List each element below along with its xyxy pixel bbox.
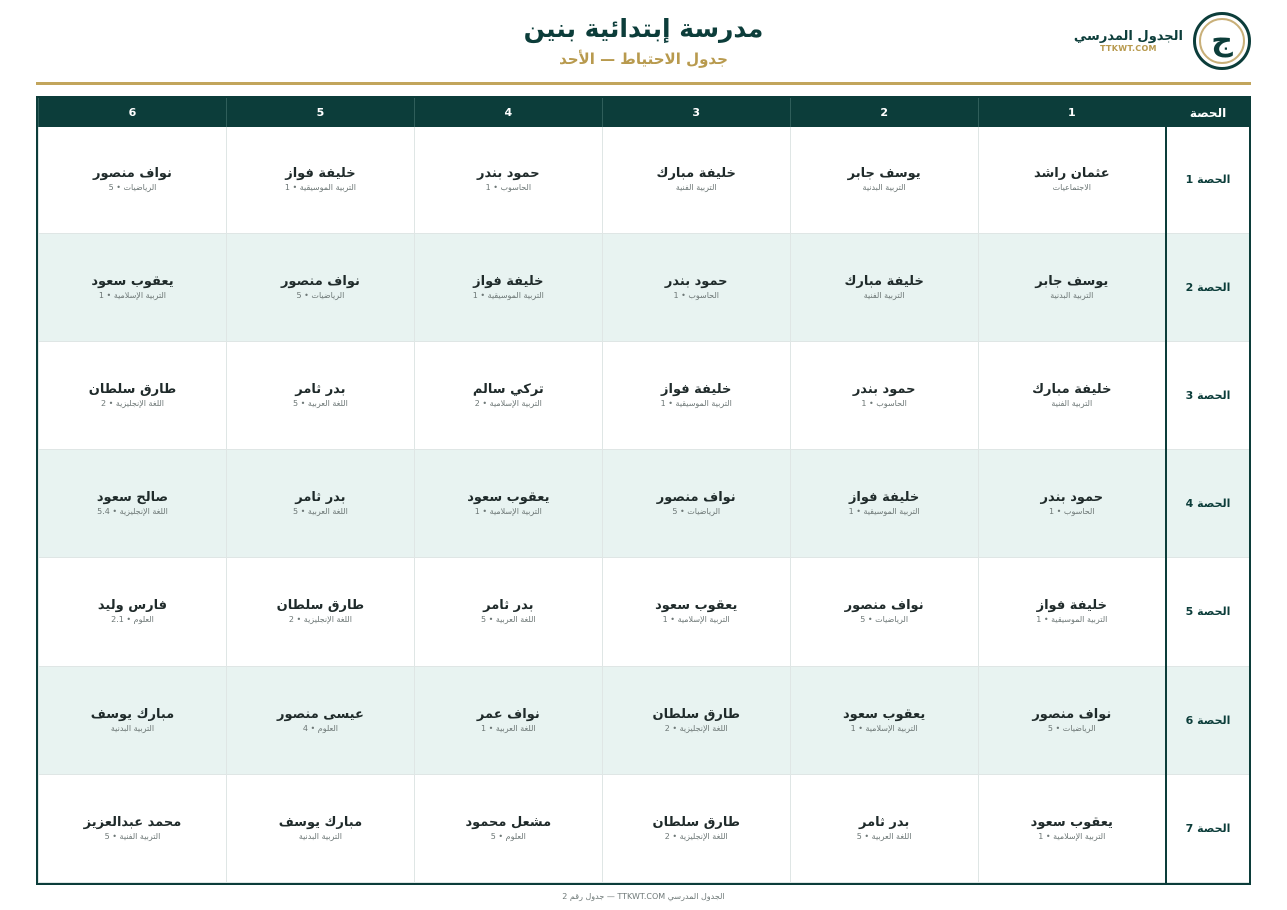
teacher-name: يعقوب سعود xyxy=(655,598,738,614)
schedule-cell xyxy=(790,450,978,558)
teacher-name: يوسف جابر xyxy=(1035,273,1109,289)
subject-label: اللغة الإنجليزية • 2 xyxy=(664,831,728,841)
teacher-name: صالح سعود xyxy=(96,490,169,506)
subject-label: التربية الإسلامية • 1 xyxy=(474,507,542,517)
teacher-name: محمد عبدالعزيز xyxy=(83,814,182,830)
teacher-name: عيسى منصور xyxy=(276,706,364,722)
teacher-name: يعقوب سعود xyxy=(1030,814,1113,830)
teacher-name: يوسف جابر xyxy=(847,166,921,182)
column-header-6: 6 xyxy=(39,98,227,127)
period-label: الحصة 4 xyxy=(1166,450,1249,558)
subject-label: التربية الفنية xyxy=(675,183,717,193)
subject-label: التربية الموسيقية • 1 xyxy=(284,183,356,193)
footer: الجدول المدرسي TTKWT.COM — جدول رقم 2 xyxy=(562,892,725,901)
schedule-cell xyxy=(602,558,790,666)
schedule-cell xyxy=(602,127,790,233)
header xyxy=(36,0,1251,84)
subject-label: الحاسوب • 1 xyxy=(673,290,719,300)
schedule-cell xyxy=(226,558,414,666)
subject-label: الرياضيات • 5 xyxy=(672,507,721,517)
teacher-name: فارس وليد xyxy=(97,598,168,614)
teacher-name: بدر ثامر xyxy=(483,598,534,614)
schedule-table xyxy=(36,96,1251,885)
teacher-name: طارق سلطان xyxy=(88,382,177,398)
logo-text xyxy=(1074,29,1183,53)
schedule-cell xyxy=(414,558,602,666)
teacher-name: خليفة فواز xyxy=(848,490,920,506)
schedule-cell xyxy=(226,450,414,558)
teacher-name: مبارك يوسف xyxy=(278,814,363,830)
period-label: الحصة 3 xyxy=(1166,341,1249,449)
subject-label: التربية البدنية xyxy=(862,183,906,193)
subject-label: التربية البدنية xyxy=(298,831,342,841)
logo-name: الجدول المدرسي xyxy=(1073,29,1183,44)
subject-label: اللغة العربية • 5 xyxy=(480,615,536,625)
subject-label: اللغة الإنجليزية • 5.4 xyxy=(97,507,168,517)
subject-label: العلوم • 4 xyxy=(302,723,338,733)
teacher-name: خليفة فواز xyxy=(1036,598,1107,614)
column-header-2: 2 xyxy=(790,98,978,127)
logo-url: TTKWT.COM xyxy=(1100,44,1157,53)
teacher-name: خليفة فواز xyxy=(285,166,356,182)
teacher-name: بدر ثامر xyxy=(858,814,910,830)
subject-label: التربية الفنية xyxy=(863,290,905,300)
teacher-name: طارق سلطان xyxy=(276,598,365,614)
table-row xyxy=(39,666,1250,774)
subject-label: التربية الفنية xyxy=(1051,399,1093,409)
subject-label: التربية الموسيقية • 1 xyxy=(848,507,920,517)
schedule-cell xyxy=(602,450,790,558)
teacher-name: مبارك يوسف xyxy=(90,706,175,722)
schedule-cell xyxy=(226,774,414,882)
teacher-name: يعقوب سعود xyxy=(467,490,550,506)
subject-label: الحاسوب • 1 xyxy=(861,399,907,409)
subject-label: الرياضيات • 5 xyxy=(1047,723,1096,733)
schedule-cell xyxy=(602,666,790,774)
schedule-cell xyxy=(790,666,978,774)
table-row xyxy=(39,774,1250,882)
teacher-name: يعقوب سعود xyxy=(843,706,926,722)
teacher-name: خليفة فواز xyxy=(661,382,732,398)
table-row xyxy=(39,341,1250,449)
teacher-name: طارق سلطان xyxy=(652,814,740,830)
schedule-cell xyxy=(39,450,227,558)
schedule-cell xyxy=(978,450,1166,558)
schedule-cell xyxy=(602,233,790,341)
teacher-name: نواف منصور xyxy=(656,490,736,506)
subject-label: اللغة العربية • 5 xyxy=(856,831,912,841)
subject-label: اللغة الإنجليزية • 2 xyxy=(664,723,728,733)
page-title: مدرسة إبتدائية بنين xyxy=(523,14,764,43)
period-column-header: الحصة xyxy=(1166,98,1249,127)
teacher-name: نواف عمر xyxy=(476,706,540,722)
period-label: الحصة 5 xyxy=(1166,558,1249,666)
teacher-name: خليفة مبارك xyxy=(1032,382,1112,398)
teacher-name: حمود بندر xyxy=(477,166,540,182)
subject-label: التربية الإسلامية • 1 xyxy=(662,615,730,625)
schedule-cell xyxy=(39,127,227,233)
logo xyxy=(1074,10,1251,72)
table-row xyxy=(39,450,1250,558)
schedule-cell xyxy=(414,233,602,341)
schedule-cell xyxy=(226,341,414,449)
subject-label: الرياضيات • 5 xyxy=(296,290,345,300)
teacher-name: عثمان راشد xyxy=(1033,166,1110,182)
subject-label: التربية الفنية • 5 xyxy=(104,831,161,841)
teacher-name: حمود بندر xyxy=(664,273,728,289)
schedule-cell xyxy=(978,127,1166,233)
subject-label: الحاسوب • 1 xyxy=(1049,507,1095,517)
teacher-name: نواف منصور xyxy=(1032,706,1112,722)
subject-label: التربية الموسيقية • 1 xyxy=(1036,615,1108,625)
schedule-cell xyxy=(414,341,602,449)
teacher-name: يعقوب سعود xyxy=(91,273,174,289)
schedule-cell xyxy=(226,666,414,774)
schedule-cell xyxy=(790,233,978,341)
period-label: الحصة 2 xyxy=(1166,233,1249,341)
period-label: الحصة 6 xyxy=(1166,666,1249,774)
table-row xyxy=(39,233,1250,341)
header-divider xyxy=(36,82,1251,85)
period-label: الحصة 7 xyxy=(1166,774,1249,882)
schedule-cell xyxy=(978,233,1166,341)
subject-label: التربية الإسلامية • 2 xyxy=(474,399,542,409)
column-header-5: 5 xyxy=(226,98,414,127)
schedule-cell xyxy=(978,558,1166,666)
subject-label: اللغة العربية • 5 xyxy=(293,399,348,409)
schedule-cell xyxy=(790,558,978,666)
teacher-name: نواف منصور xyxy=(280,273,360,289)
teacher-name: حمود بندر xyxy=(852,382,916,398)
schedule-cell xyxy=(226,233,414,341)
teacher-name: حمود بندر xyxy=(1040,490,1104,506)
subject-label: العلوم • 5 xyxy=(490,831,526,841)
page-subtitle: جدول الاحتياط — الأحد xyxy=(559,50,728,68)
schedule-cell xyxy=(414,450,602,558)
teacher-name: بدر ثامر xyxy=(295,382,346,398)
subject-label: التربية الموسيقية • 1 xyxy=(472,290,544,300)
circle-monogram-icon xyxy=(1193,12,1251,70)
subject-label: التربية الموسيقية • 1 xyxy=(660,399,732,409)
schedule-cell xyxy=(39,233,227,341)
schedule-cell xyxy=(39,341,227,449)
teacher-name: تركي سالم xyxy=(472,382,544,398)
subject-label: التربية البدنية xyxy=(110,723,155,733)
subject-label: التربية الإسلامية • 1 xyxy=(98,290,167,300)
subject-label: العلوم • 2.1 xyxy=(111,615,154,625)
subject-label: اللغة العربية • 1 xyxy=(480,723,536,733)
teacher-name: نواف منصور xyxy=(93,166,172,182)
teacher-name: مشعل محمود xyxy=(465,814,552,830)
subject-label: التربية البدنية xyxy=(1050,290,1094,300)
schedule-cell xyxy=(790,341,978,449)
table-row xyxy=(39,558,1250,666)
schedule-cell xyxy=(39,774,227,882)
schedule-cell xyxy=(602,341,790,449)
teacher-name: طارق سلطان xyxy=(652,706,740,722)
subject-label: التربية الإسلامية • 1 xyxy=(1038,831,1106,841)
schedule-cell xyxy=(978,774,1166,882)
schedule-cell xyxy=(414,666,602,774)
subject-label: الرياضيات • 5 xyxy=(860,615,909,625)
teacher-name: خليفة مبارك xyxy=(656,166,736,182)
teacher-name: خليفة مبارك xyxy=(844,273,924,289)
schedule-cell xyxy=(39,558,227,666)
schedule-cell xyxy=(602,774,790,882)
subject-label: الحاسوب • 1 xyxy=(485,183,532,193)
schedule-cell xyxy=(226,127,414,233)
subject-label: الرياضيات • 5 xyxy=(108,183,157,193)
table-body xyxy=(39,127,1250,883)
schedule-cell xyxy=(414,127,602,233)
subject-label: اللغة العربية • 5 xyxy=(293,507,348,517)
schedule-cell xyxy=(39,666,227,774)
teacher-name: خليفة فواز xyxy=(473,273,544,289)
column-header-4: 4 xyxy=(414,98,602,127)
schedule-cell xyxy=(978,341,1166,449)
period-label: الحصة 1 xyxy=(1166,127,1249,233)
teacher-name: نواف منصور xyxy=(844,598,924,614)
subject-label: اللغة الإنجليزية • 2 xyxy=(288,615,352,625)
schedule-cell xyxy=(790,127,978,233)
subject-label: اللغة الإنجليزية • 2 xyxy=(100,399,165,409)
table-header-row xyxy=(39,98,1250,127)
subject-label: الاجتماعيات xyxy=(1052,183,1091,193)
column-header-1: 1 xyxy=(978,98,1166,127)
schedule-cell xyxy=(414,774,602,882)
logo-glyph: ج xyxy=(1211,22,1233,58)
subject-label: التربية الإسلامية • 1 xyxy=(850,723,918,733)
table-row xyxy=(39,127,1250,233)
schedule-cell xyxy=(790,774,978,882)
teacher-name: بدر ثامر xyxy=(295,490,346,506)
column-header-3: 3 xyxy=(602,98,790,127)
schedule-cell xyxy=(978,666,1166,774)
